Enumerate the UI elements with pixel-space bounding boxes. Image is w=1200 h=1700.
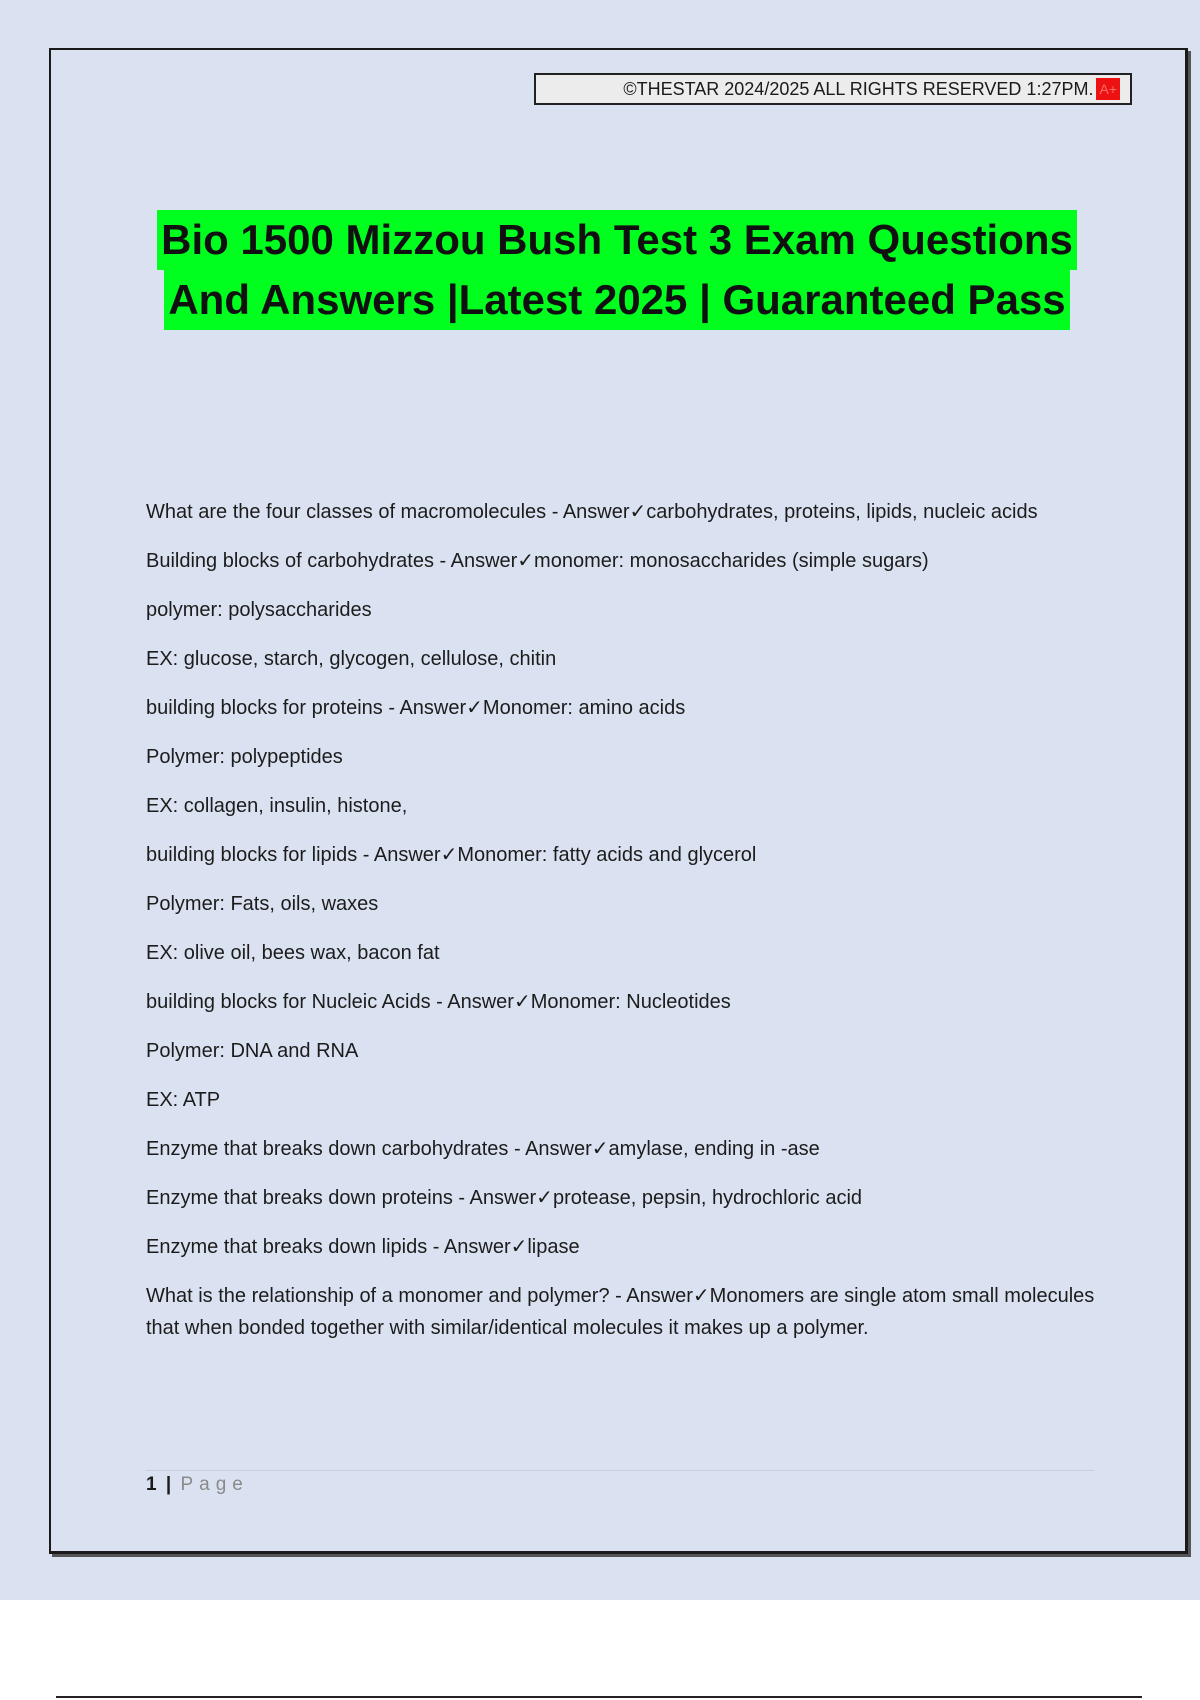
qa-line: Polymer: polypeptides	[146, 746, 343, 768]
title-line-1: Bio 1500 Mizzou Bush Test 3 Exam Questions	[157, 210, 1077, 270]
qa-line: Enzyme that breaks down lipids - Answer✓lipase	[146, 1236, 580, 1258]
page-number-separator: |	[165, 1474, 172, 1495]
qa-line: EX: glucose, starch, glycogen, cellulose, chitin	[146, 648, 557, 670]
footer-divider	[146, 1470, 1094, 1471]
qa-line: Polymer: DNA and RNA	[146, 1040, 359, 1062]
qa-line: EX: olive oil, bees wax, bacon fat	[146, 942, 440, 964]
qa-line: Polymer: Fats, oils, waxes	[146, 893, 379, 915]
qa-line: Enzyme that breaks down carbohydrates - Answer✓amylase, ending in -ase	[146, 1138, 820, 1160]
qa-line: EX: collagen, insulin, histone,	[146, 795, 408, 817]
next-page-divider	[56, 1696, 1142, 1698]
qa-line: building blocks for lipids - Answer✓Monomer: fatty acids and glycerol	[146, 844, 757, 866]
qa-line: What is the relationship of a monomer and polymer? - Answer✓Monomers are single atom small molecules that when bonded together with similar/identical molecules it makes up a polymer.	[146, 1285, 1095, 1339]
page-number	[146, 1474, 249, 1496]
qa-line: Building blocks of carbohydrates - Answer✓monomer: monosaccharides (simple sugars)	[146, 550, 929, 572]
document-title	[0, 210, 1200, 330]
qa-line: What are the four classes of macromolecules - Answer✓carbohydrates, proteins, lipids, nucleic acids	[146, 501, 1038, 523]
page-word: Page	[180, 1474, 249, 1495]
copyright-text: ©THESTAR 2024/2025 ALL RIGHTS RESERVED 1:27PM.	[623, 78, 1094, 99]
qa-line: Enzyme that breaks down proteins - Answer✓protease, pepsin, hydrochloric acid	[146, 1187, 863, 1209]
qa-content	[146, 496, 1096, 1361]
qa-line: building blocks for proteins - Answer✓Monomer: amino acids	[146, 697, 686, 719]
qa-line: polymer: polysaccharides	[146, 599, 372, 621]
title-line-2: And Answers |Latest 2025 | Guaranteed Pass	[164, 270, 1069, 330]
page-number-value: 1	[146, 1474, 157, 1495]
qa-line: EX: ATP	[146, 1089, 221, 1111]
qa-line: building blocks for Nucleic Acids - Answer✓Monomer: Nucleotides	[146, 991, 731, 1013]
copyright-header	[534, 73, 1132, 105]
grade-badge: A+	[1096, 78, 1120, 100]
